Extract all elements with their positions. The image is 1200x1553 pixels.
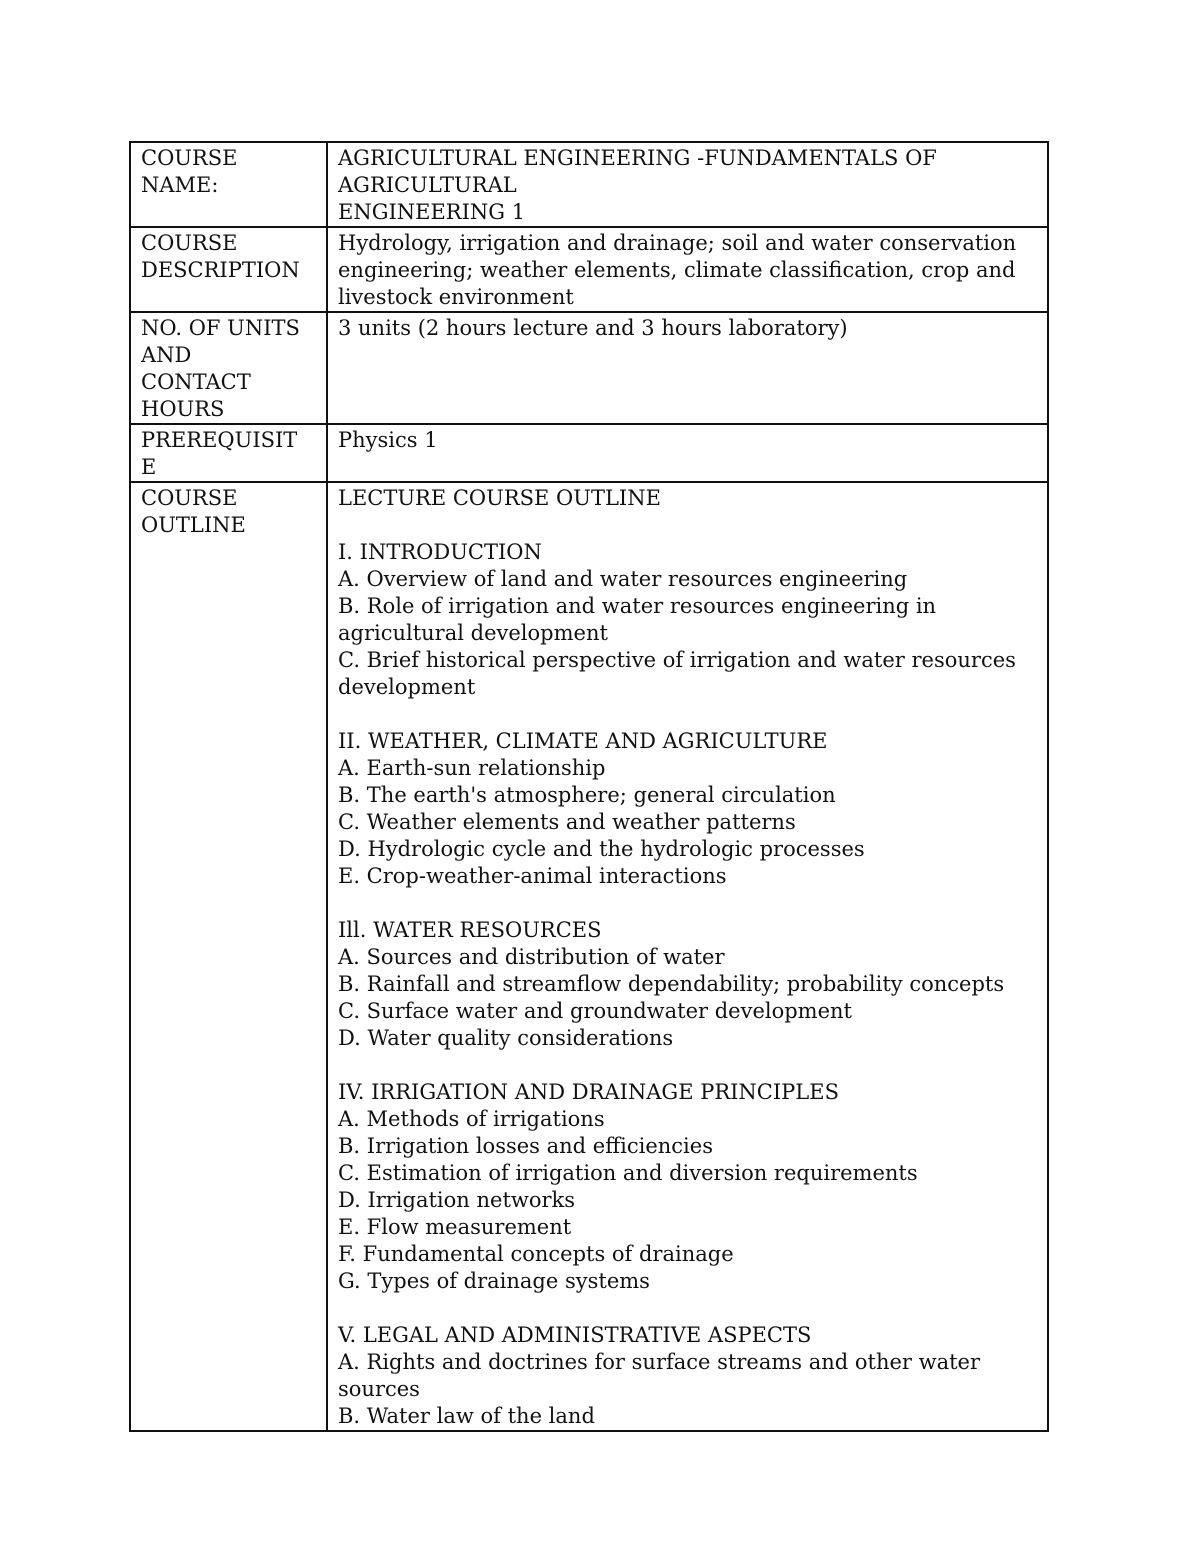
- outline-item: B. Irrigation losses and efficiencies: [338, 1134, 713, 1158]
- outline-item: C. Brief historical perspective of irrigation and water resources: [338, 648, 1016, 672]
- outline-item: A. Rights and doctrines for surface streams and other water: [338, 1350, 981, 1374]
- units-contact-hours-label: NO. OF UNITS AND CONTACT HOURS: [130, 312, 327, 424]
- outline-item: F. Fundamental concepts of drainage: [338, 1242, 734, 1266]
- outline-item: D. Water quality considerations: [338, 1026, 674, 1050]
- outline-item: sources: [338, 1377, 420, 1401]
- outline-item: A. Methods of irrigations: [338, 1107, 605, 1131]
- units-contact-hours-value: 3 units (2 hours lecture and 3 hours laboratory): [327, 312, 1048, 424]
- outline-section-title: V. LEGAL AND ADMINISTRATIVE ASPECTS: [338, 1323, 812, 1347]
- outline-section-title: II. WEATHER, CLIMATE AND AGRICULTURE: [338, 729, 828, 753]
- course-description-row: [130, 227, 1048, 312]
- outline-item: D. Hydrologic cycle and the hydrologic processes: [338, 837, 865, 861]
- outline-item: E. Flow measurement: [338, 1215, 572, 1239]
- outline-item: A. Overview of land and water resources engineering: [338, 567, 908, 591]
- outline-item: C. Surface water and groundwater development: [338, 999, 852, 1023]
- prerequisite-label: PREREQUISIT E: [130, 424, 327, 482]
- course-syllabus-table: [129, 141, 1049, 1432]
- outline-item: B. Water law of the land: [338, 1404, 595, 1428]
- course-name-row: [130, 142, 1048, 227]
- outline-section-title: Ill. WATER RESOURCES: [338, 918, 602, 942]
- outline-item: D. Irrigation networks: [338, 1188, 576, 1212]
- units-contact-hours-row: [130, 312, 1048, 424]
- outline-section: [338, 1322, 1039, 1430]
- outline-item: C. Estimation of irrigation and diversion requirements: [338, 1161, 918, 1185]
- outline-item: A. Earth-sun relationship: [338, 756, 606, 780]
- prerequisite-value: Physics 1: [327, 424, 1048, 482]
- outline-section: [338, 539, 1039, 701]
- outline-item: B. The earth's atmosphere; general circulation: [338, 783, 836, 807]
- course-outline-value: [327, 482, 1048, 1431]
- outline-section: [338, 917, 1039, 1052]
- outline-item: A. Sources and distribution of water: [338, 945, 725, 969]
- outline-section: [338, 1079, 1039, 1295]
- outline-section-title: I. INTRODUCTION: [338, 540, 542, 564]
- outline-heading: LECTURE COURSE OUTLINE: [338, 486, 661, 510]
- prerequisite-row: [130, 424, 1048, 482]
- course-description-value: Hydrology, irrigation and drainage; soil and water conservation engineering; weather elements, climate classification, crop and livestock environment: [327, 227, 1048, 312]
- outline-section-title: IV. IRRIGATION AND DRAINAGE PRINCIPLES: [338, 1080, 839, 1104]
- outline-item: E. Crop-weather-animal interactions: [338, 864, 727, 888]
- course-description-label: COURSE DESCRIPTION: [130, 227, 327, 312]
- outline-item: B. Rainfall and streamflow dependability; probability concepts: [338, 972, 1005, 996]
- outline-section: [338, 728, 1039, 890]
- outline-item: development: [338, 675, 476, 699]
- course-name-label: COURSE NAME:: [130, 142, 327, 227]
- course-name-value: AGRICULTURAL ENGINEERING -FUNDAMENTALS OF AGRICULTURAL ENGINEERING 1: [327, 142, 1048, 227]
- course-outline-row: [130, 482, 1048, 1431]
- outline-item: C. Weather elements and weather patterns: [338, 810, 796, 834]
- outline-item: B. Role of irrigation and water resources engineering in: [338, 594, 937, 618]
- outline-item: agricultural development: [338, 621, 608, 645]
- outline-item: G. Types of drainage systems: [338, 1269, 650, 1293]
- outline-sections: [338, 539, 1039, 1430]
- course-outline-label: COURSE OUTLINE: [130, 482, 327, 1431]
